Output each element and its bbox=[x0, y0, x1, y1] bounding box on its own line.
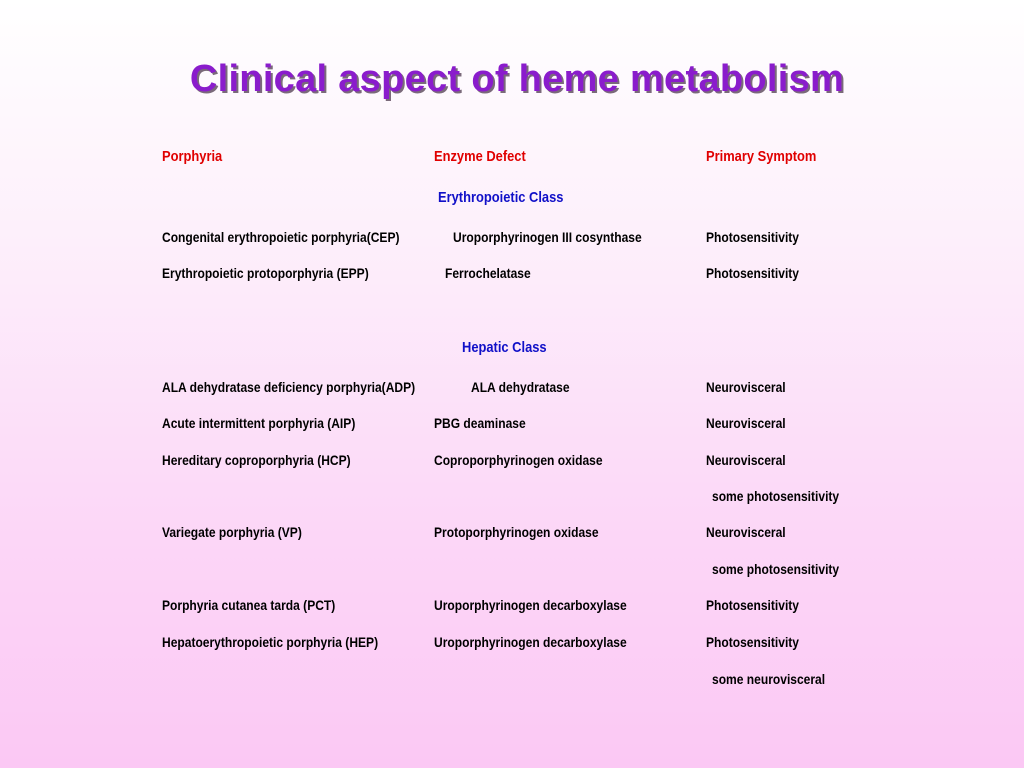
vp-enzyme: Protoporphyrinogen oxidase bbox=[434, 524, 599, 540]
cep-symptom: Photosensitivity bbox=[706, 229, 800, 245]
adp-symptom: Neurovisceral bbox=[706, 379, 786, 395]
epp-enzyme: Ferrochelatase bbox=[445, 265, 531, 281]
hcp-porphyria: Hereditary coproporphyria (HCP) bbox=[162, 452, 351, 468]
hep-enzyme: Uroporphyrinogen decarboxylase bbox=[434, 634, 627, 650]
hcp-symptom-extra: some photosensitivity bbox=[712, 488, 840, 504]
erythropoietic-class-label: Erythropoietic Class bbox=[438, 189, 564, 206]
hcp-symptom: Neurovisceral bbox=[706, 452, 786, 468]
pct-enzyme: Uroporphyrinogen decarboxylase bbox=[434, 597, 627, 613]
slide-title: Clinical aspect of heme metabolism bbox=[189, 58, 845, 100]
adp-enzyme: ALA dehydratase bbox=[471, 379, 570, 395]
header-enzyme-defect: Enzyme Defect bbox=[434, 148, 526, 165]
header-primary-symptom: Primary Symptom bbox=[706, 148, 817, 165]
vp-symptom-extra: some photosensitivity bbox=[712, 561, 840, 577]
pct-porphyria: Porphyria cutanea tarda (PCT) bbox=[162, 597, 336, 613]
epp-symptom: Photosensitivity bbox=[706, 265, 800, 281]
hep-symptom: Photosensitivity bbox=[706, 634, 800, 650]
hep-symptom-extra: some neurovisceral bbox=[712, 671, 826, 687]
vp-symptom: Neurovisceral bbox=[706, 524, 786, 540]
aip-symptom: Neurovisceral bbox=[706, 415, 786, 431]
hcp-enzyme: Coproporphyrinogen oxidase bbox=[434, 452, 603, 468]
pct-symptom: Photosensitivity bbox=[706, 597, 800, 613]
cep-enzyme: Uroporphyrinogen III cosynthase bbox=[453, 229, 642, 245]
adp-porphyria: ALA dehydratase deficiency porphyria(ADP) bbox=[162, 379, 416, 395]
header-porphyria: Porphyria bbox=[162, 148, 223, 165]
aip-porphyria: Acute intermittent porphyria (AIP) bbox=[162, 415, 356, 431]
cep-porphyria: Congenital erythropoietic porphyria(CEP) bbox=[162, 229, 400, 245]
vp-porphyria: Variegate porphyria (VP) bbox=[162, 524, 302, 540]
hepatic-class-label: Hepatic Class bbox=[462, 339, 547, 356]
hep-porphyria: Hepatoerythropoietic porphyria (HEP) bbox=[162, 634, 379, 650]
epp-porphyria: Erythropoietic protoporphyria (EPP) bbox=[162, 265, 369, 281]
aip-enzyme: PBG deaminase bbox=[434, 415, 526, 431]
